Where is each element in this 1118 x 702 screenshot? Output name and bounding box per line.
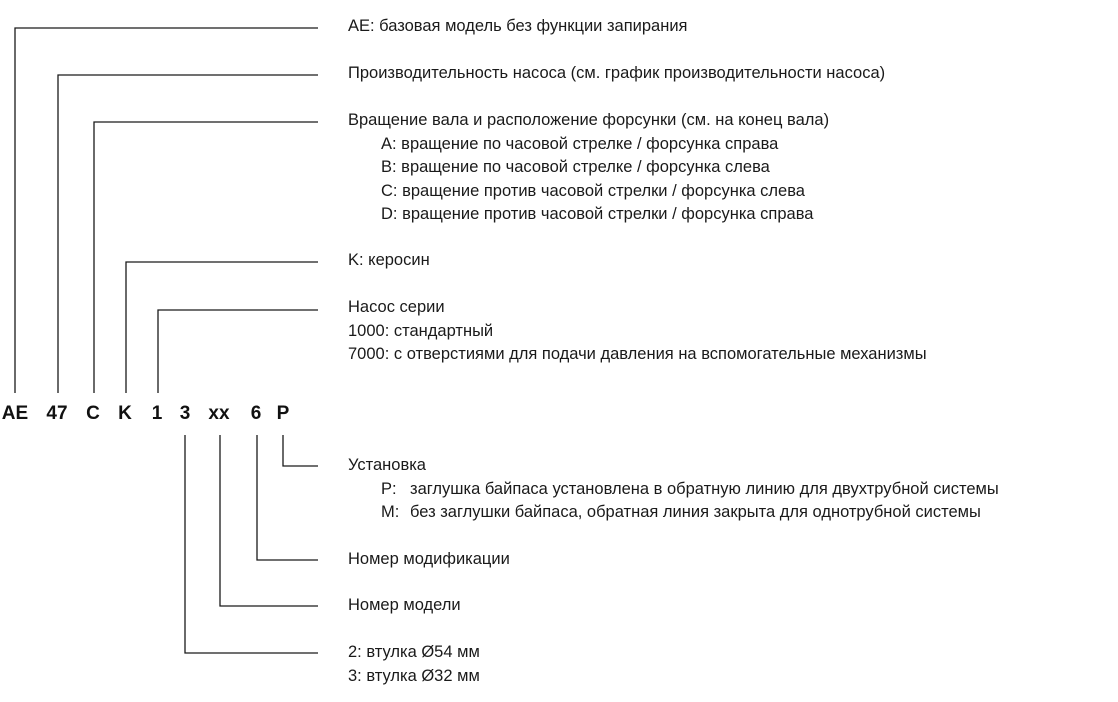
connector-modification <box>257 435 318 560</box>
series-option-1000: 1000: стандартный <box>348 321 494 340</box>
installation-option-p-text: заглушка байпаса установлена в обратную линию для двухтрубной системы <box>410 479 999 498</box>
installation-option-m-text: без заглушки байпаса, обратная линия закрыта для однотрубной системы <box>410 503 981 521</box>
code-segment-series: 1 <box>151 403 163 424</box>
rotation-option-c: C: вращение против часовой стрелки / форсунка слева <box>381 181 805 200</box>
modification-text: Номер модификации <box>348 550 510 568</box>
connector-fuel <box>126 262 318 393</box>
label-pump-capacity <box>348 62 885 86</box>
series-title: Насос серии <box>348 298 445 316</box>
rotation-option-d: D: вращение против часовой стрелки / форсунка справа <box>381 205 814 223</box>
code-segment-fuel: K <box>118 403 132 424</box>
code-segment-installation: P <box>276 403 290 424</box>
installation-title: Установка <box>348 456 426 474</box>
bushing-option-3: 3: втулка Ø32 мм <box>348 666 480 685</box>
connector-model-number <box>220 435 318 606</box>
code-segment-model: xx <box>208 403 230 424</box>
fuel-text: K: керосин <box>348 251 430 269</box>
code-segment-ae: AE <box>1 403 29 424</box>
model-number-text: Номер модели <box>348 596 461 614</box>
connector-base-model <box>15 28 318 393</box>
label-fuel <box>348 249 430 273</box>
connector-rotation <box>94 122 318 393</box>
label-modification <box>348 548 510 572</box>
installation-option-p <box>348 478 999 502</box>
bushing-option-2: 2: втулка Ø54 мм <box>348 643 480 661</box>
connector-pump-capacity <box>58 75 318 393</box>
code-segment-bushing: 3 <box>179 403 191 424</box>
label-bushing <box>348 641 480 688</box>
base-model-text: AE: базовая модель без функции запирания <box>348 17 688 35</box>
connector-bushing <box>185 435 318 653</box>
label-installation <box>348 454 999 525</box>
connector-installation <box>283 435 318 466</box>
label-model-number <box>348 594 461 618</box>
rotation-option-b: B: вращение по часовой стрелке / форсунка слева <box>381 158 770 176</box>
rotation-title: Вращение вала и расположение форсунки (см. на конец вала) <box>348 111 830 129</box>
label-series <box>348 296 927 367</box>
installation-option-m <box>348 501 999 525</box>
label-base-model <box>348 15 687 39</box>
code-segment-modification: 6 <box>250 403 262 424</box>
connector-series <box>158 310 318 393</box>
pump-capacity-text: Производительность насоса (см. график производительности насоса) <box>348 64 886 82</box>
label-rotation <box>348 109 829 227</box>
series-option-7000: 7000: с отверстиями для подачи давления на вспомогательные механизмы <box>348 345 927 363</box>
code-segment-capacity: 47 <box>46 403 68 424</box>
installation-option-p-key: P: <box>381 479 397 498</box>
code-segment-rotation: C <box>86 403 100 424</box>
installation-option-m-key: M: <box>381 503 400 521</box>
rotation-option-a: A: вращение по часовой стрелке / форсунка справа <box>381 134 779 153</box>
